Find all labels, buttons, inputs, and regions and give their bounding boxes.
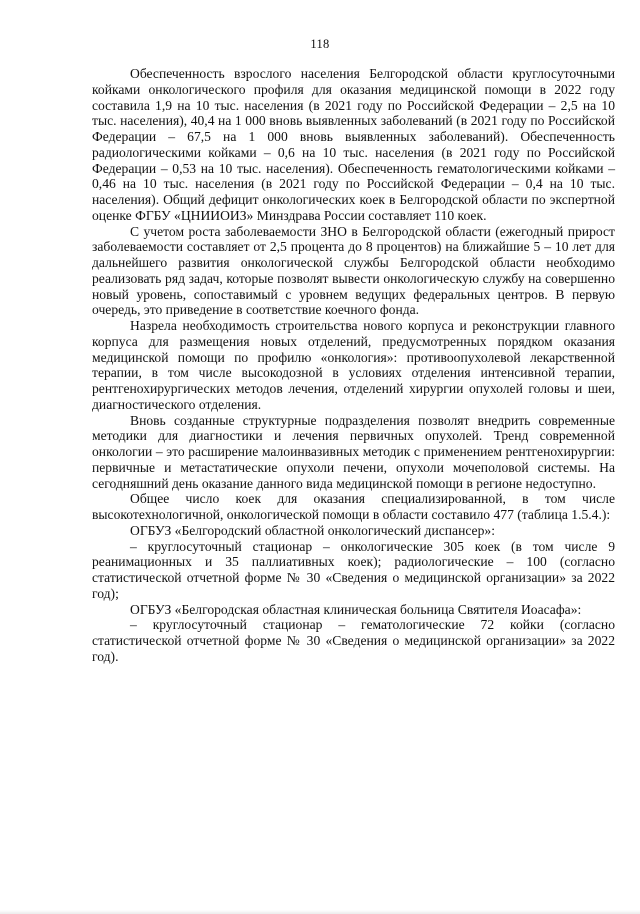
paragraph-new-methods: Вновь созданные структурные подразделения позволят внедрить современные методики для диагностики и лечения первичных опухолей. Тренд современной онкологии – это расширение малоинвазивных методик с применением рентгенохирургии: первичные и метастатические опухоли печени, опухоли мочеполовой системы. На сегодняшний день оказание данного вида медицинской помощи в регионе недоступно. (92, 412, 615, 491)
paragraph-incidence-growth: С учетом роста заболеваемости ЗНО в Белгородской области (ежегодный прирост заболеваемости составляет от 2,5 процента до 8 процентов) на ближайшие 5 – 10 лет для дальнейшего развития онкологической службы Белгородской области необходимо реализовать ряд задач, которые позволят вывести онкологическую службу на совершенно новый уровень, сопоставимый с уровнем ведущих федеральных центров. В первую очередь, это приведение в соответствие коечного фонда. (92, 223, 615, 318)
paragraph-new-building: Назрела необходимость строительства нового корпуса и реконструкции главного корпуса для размещения новых отделений, предусмотренных порядком оказания медицинской помощи по профилю «онкология»: противоопухолевой лекарственной терапии, в том числе высокодозной в условиях отделения интенсивной терапии, рентгенохирургических методов лечения, отделений хирургии опухолей головы и шеи, диагностического отделения. (92, 318, 615, 412)
scan-bottom-edge (0, 910, 640, 914)
document-body (92, 66, 615, 665)
paragraph-dispensary-beds: – круглосуточный стационар – онкологические 305 коек (в том числе 9 реанимационных и 35 паллиативных коек); радиологические – 100 (согласно статистической отчетной форме № 30 «Сведения о медицинской организации» за 2022 год); (92, 538, 615, 601)
paragraph-total-beds: Общее число коек для оказания специализированной, в том числе высокотехнологичной, онкологической помощи в области составило 477 (таблица 1.5.4.): (92, 491, 615, 522)
paragraph-hospital-beds: – круглосуточный стационар – гематологические 72 койки (согласно статистической отчетной форме № 30 «Сведения о медицинской организации» за 2022 год). (92, 617, 615, 664)
paragraph-bed-provision: Обеспеченность взрослого населения Белгородской области круглосуточными койками онкологического профиля для оказания медицинской помощи в 2022 году составила 1,9 на 10 тыс. населения (в 2021 году по Российской Федерации – 2,5 на 10 тыс. населения), 40,4 на 1 000 вновь выявленных заболеваний (в 2021 году по Российской Федерации – 67,5 на 1 000 вновь выявленных заболеваний). Обеспеченность радиологическими койками – 0,6 на 10 тыс. населения (в 2021 году по Российской Федерации – 0,53 на 10 тыс. населения). Обеспеченность гематологическими койками – 0,46 на 10 тыс. населения (в 2021 году по Российской Федерации – 0,4 на 10 тыс. населения). Общий дефицит онкологических коек в Белгородской области по экспертной оценке ФГБУ «ЦНИИОИЗ» Минздрава России составляет 110 коек. (92, 66, 615, 223)
paragraph-dispensary-heading: ОГБУЗ «Белгородский областной онкологический диспансер»: (130, 522, 495, 538)
paragraph-hospital-heading: ОГБУЗ «Белгородская областная клиническая больница Святителя Иоасафа»: (130, 601, 582, 617)
page-number: 118 (310, 37, 330, 51)
